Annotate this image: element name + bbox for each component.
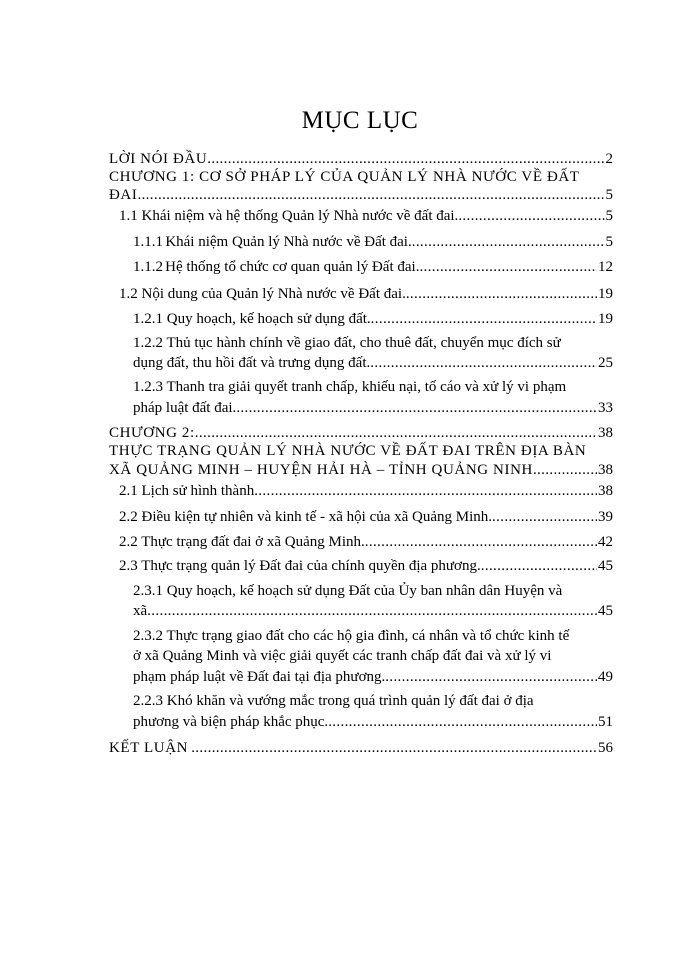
toc-leader-dots: [137, 186, 604, 204]
toc-entry-1-2-1[interactable]: [133, 310, 613, 328]
toc-page-number: 5: [605, 234, 613, 250]
toc-leader-dots: [365, 533, 597, 551]
toc-entry-text: XÃ QUẢNG MINH – HUYỆN HẢI HÀ – TỈNH QUẢNG NINH: [109, 462, 533, 478]
toc-entry-text: CHƯƠNG 2:: [109, 425, 195, 441]
toc-entry-ket-luan[interactable]: [109, 739, 613, 757]
toc-entry-2-1[interactable]: [119, 482, 613, 500]
toc-entry-1-2[interactable]: [119, 285, 613, 303]
toc-entry-2-3[interactable]: [119, 557, 613, 575]
toc-leader-dots: [533, 461, 597, 479]
toc-entry-2-3-2[interactable]: [133, 668, 613, 686]
toc-page-number: 56: [598, 740, 613, 756]
toc-entry-text: 2.2 Điều kiện tự nhiên và kinh tế - xã hội của xã Quảng Minh.: [119, 509, 493, 525]
toc-leader-dots: [236, 399, 597, 417]
toc-entry-chuong-1-line1[interactable]: CHƯƠNG 1: CƠ SỞ PHÁP LÝ CỦA QUẢN LÝ NHÀ NƯỚC VỀ ĐẤT: [109, 169, 580, 185]
toc-leader-dots: [385, 668, 597, 686]
toc-entry-text: 1.1 Khái niệm và hệ thống Quản lý Nhà nước về đất đai.: [119, 208, 459, 224]
toc-entry-2-3-1-line1[interactable]: 2.3.1 Quy hoạch, kế hoạch sử dụng Đất của Ủy ban nhân dân Huyện và: [133, 583, 563, 599]
toc-page-number: 5: [605, 208, 613, 224]
toc-leader-dots: [207, 150, 604, 168]
toc-page-number: 39: [598, 509, 613, 525]
toc-entry-chuong-2-title[interactable]: [109, 461, 613, 479]
toc-page-number: 45: [598, 558, 613, 574]
toc-page-number: 45: [598, 603, 613, 619]
toc-leader-dots: [412, 233, 605, 251]
toc-entry-text: 2.1 Lịch sử hình thành: [119, 483, 255, 499]
toc-entry-text: Khái niệm Quản lý Nhà nước về Đất đai.: [165, 234, 412, 250]
toc-leader-dots: [406, 285, 597, 303]
toc-entry-text: phạm pháp luật về Đất đai tại địa phương.: [133, 669, 386, 685]
toc-entry-1-2-3-line1[interactable]: 1.2.3 Thanh tra giải quyết tranh chấp, khiếu nại, tố cáo và xử lý vi phạm: [133, 379, 567, 395]
toc-entry-text: phương và biện pháp khắc phục.: [133, 714, 329, 730]
toc-entry-2-2-3[interactable]: [133, 713, 613, 731]
toc-page-number: 33: [598, 400, 613, 416]
toc-leader-dots: [419, 258, 597, 276]
toc-entry-number: 1.1.2: [133, 259, 163, 275]
toc-entry-2-2-dieu-kien[interactable]: [119, 508, 613, 526]
toc-page-number: 19: [598, 311, 613, 327]
toc-entry-text: 2.2 Thực trạng đất đai ở xã Quảng Minh.: [119, 534, 365, 550]
toc-page-number: 51: [598, 714, 613, 730]
toc-entry-chuong-2[interactable]: [109, 424, 613, 442]
toc-entry-1-1[interactable]: [119, 207, 613, 225]
toc-entry-1-2-3[interactable]: [133, 399, 613, 417]
toc-entry-text: KẾT LUẬN: [109, 740, 189, 756]
toc-entry-2-3-1[interactable]: [133, 602, 613, 620]
toc-entry-chuong-2-title-line1[interactable]: THỰC TRẠNG QUẢN LÝ NHÀ NƯỚC VỀ ĐẤT ĐAI TRÊN ĐỊA BÀN: [109, 443, 587, 459]
page-title: MỤC LỤC: [301, 107, 419, 134]
toc-entry-2-3-2-line2[interactable]: ở xã Quảng Minh và việc giải quyết các tranh chấp đất đai và xử lý vi: [133, 648, 552, 664]
toc-page-number: 42: [598, 534, 613, 550]
toc-entry-text: xã: [133, 603, 148, 619]
toc-page-number: 25: [598, 355, 613, 371]
toc-entry-text: 2.3 Thực trạng quản lý Đất đai của chính quyền địa phương.: [119, 558, 481, 574]
toc-entry-text: 1.2 Nội dung của Quản lý Nhà nước về Đất đai.: [119, 286, 406, 302]
toc-leader-dots: [371, 310, 597, 328]
toc-entry-2-2-3-line1[interactable]: 2.2.3 Khó khăn và vướng mắc trong quá trình quản lý đất đai ở địa: [133, 693, 534, 709]
toc-entry-chuong-1[interactable]: [109, 186, 613, 204]
toc-entry-1-2-2-line1[interactable]: 1.2.2 Thủ tục hành chính về giao đất, cho thuê đất, chuyển mục đích sử: [133, 335, 561, 351]
toc-leader-dots: [254, 482, 597, 500]
toc-page-number: 38: [598, 425, 613, 441]
toc-entry-loi-noi-dau[interactable]: [109, 150, 613, 168]
toc-entry-text: pháp luật đất đai.: [133, 400, 237, 416]
toc-leader-dots: [458, 207, 604, 225]
toc-page-number: 38: [598, 462, 613, 478]
toc-page-number: 49: [598, 669, 613, 685]
toc-leader-dots: [191, 739, 597, 757]
toc-page-number: 38: [598, 483, 613, 499]
toc-leader-dots: [328, 713, 597, 731]
toc-page-number: 2: [605, 151, 613, 167]
toc-entry-1-1-2[interactable]: [133, 258, 613, 276]
toc-entry-1-2-2[interactable]: [133, 354, 613, 372]
toc-leader-dots: [147, 602, 597, 620]
toc-page-number: 19: [598, 286, 613, 302]
toc-entry-text: dụng đất, thu hồi đất và trưng dụng đất.: [133, 355, 371, 371]
toc-entry-1-1-1[interactable]: [133, 233, 613, 251]
toc-entry-text: 1.2.1 Quy hoạch, kế hoạch sử dụng đất.: [133, 311, 371, 327]
toc-leader-dots: [370, 354, 597, 372]
toc-page-number: 5: [605, 187, 613, 203]
toc-entry-text: Hệ thống tổ chức cơ quan quản lý Đất đai.: [165, 259, 420, 275]
toc-leader-dots: [492, 508, 597, 526]
toc-entry-2-2-thuc-trang[interactable]: [119, 533, 613, 551]
toc-entry-number: 1.1.1: [133, 234, 163, 250]
toc-page-number: 12: [598, 259, 613, 275]
toc-leader-dots: [481, 557, 597, 575]
toc-entry-text: LỜI NÓI ĐẦU: [109, 151, 208, 167]
toc-entry-text: ĐAI: [109, 187, 138, 203]
toc-leader-dots: [195, 424, 597, 442]
toc-entry-2-3-2-line1[interactable]: 2.3.2 Thực trạng giao đất cho các hộ gia đình, cá nhân và tổ chức kinh tế: [133, 628, 570, 644]
